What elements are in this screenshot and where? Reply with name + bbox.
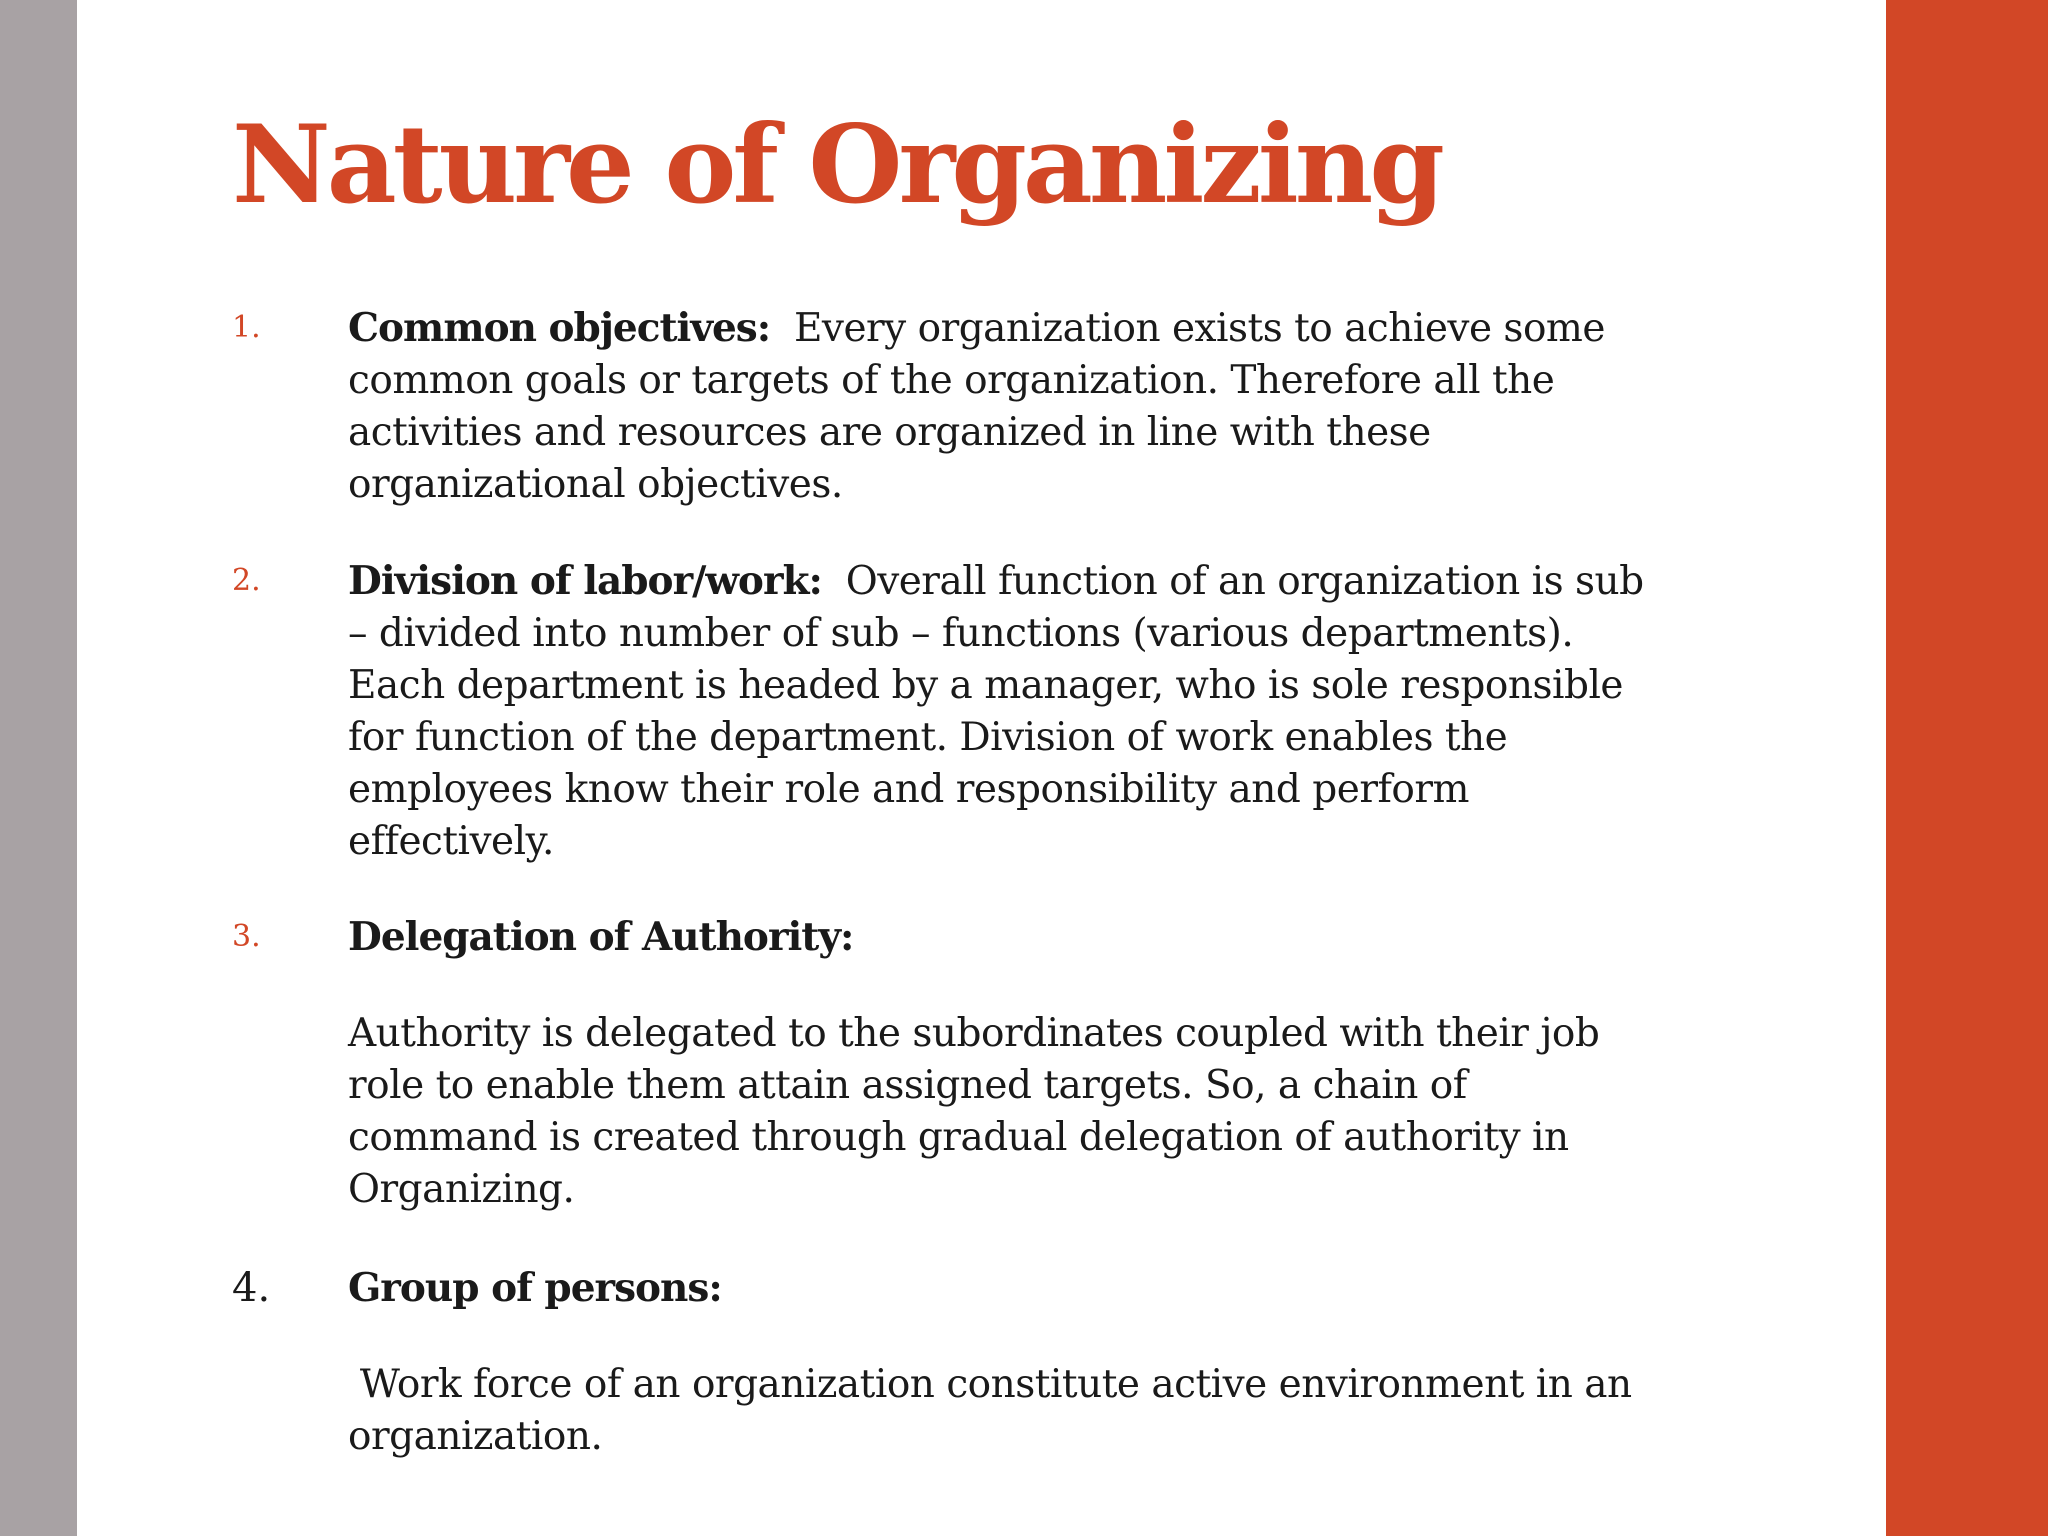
item-paragraph <box>348 555 1648 868</box>
list-number: 2. <box>232 563 261 598</box>
item-paragraph <box>348 302 1648 511</box>
item-heading-line <box>348 1262 1648 1315</box>
list-item-division-of-labor <box>232 555 1644 868</box>
left-accent-bar <box>0 0 77 1536</box>
item-text <box>348 1359 1648 1463</box>
item-heading-line <box>348 911 1648 964</box>
slide-title: Nature of Organizing <box>232 102 1441 228</box>
right-accent-bar <box>1886 0 2048 1536</box>
list-number: 4. <box>232 1265 271 1311</box>
item-text: Authority is delegated to the subordinates coupled with their job role to enable them attain assigned targets. So, a chain of command is created through gradual delegation of authority in Organizing. <box>348 1011 1600 1212</box>
item-text: Every organization exists to achieve some common goals or targets of the organization. Therefore all the activities and resources are organized in line with these organizational objectives. <box>348 306 1605 507</box>
list-item-common-objectives <box>232 302 1632 511</box>
list-item-delegation-of-authority <box>232 911 1632 1216</box>
list-item-group-of-persons <box>232 1262 1632 1463</box>
list-number: 1. <box>232 310 261 345</box>
item-text-content: Work force of an organization constitute active environment in an organization. <box>348 1362 1632 1459</box>
item-heading: Division of labor/work: <box>348 558 822 604</box>
item-text: Overall function of an organization is sub – divided into number of sub – functions (various departments). Each department is headed by a manager, who is sole responsible for function of the department. Division of work enables the employees know their role and responsibility and perform effectively. <box>348 559 1644 864</box>
list-number: 3. <box>232 919 261 954</box>
item-heading: Delegation of Authority: <box>348 914 854 960</box>
item-heading: Group of persons: <box>348 1265 722 1311</box>
item-heading: Common objectives: <box>348 305 771 351</box>
